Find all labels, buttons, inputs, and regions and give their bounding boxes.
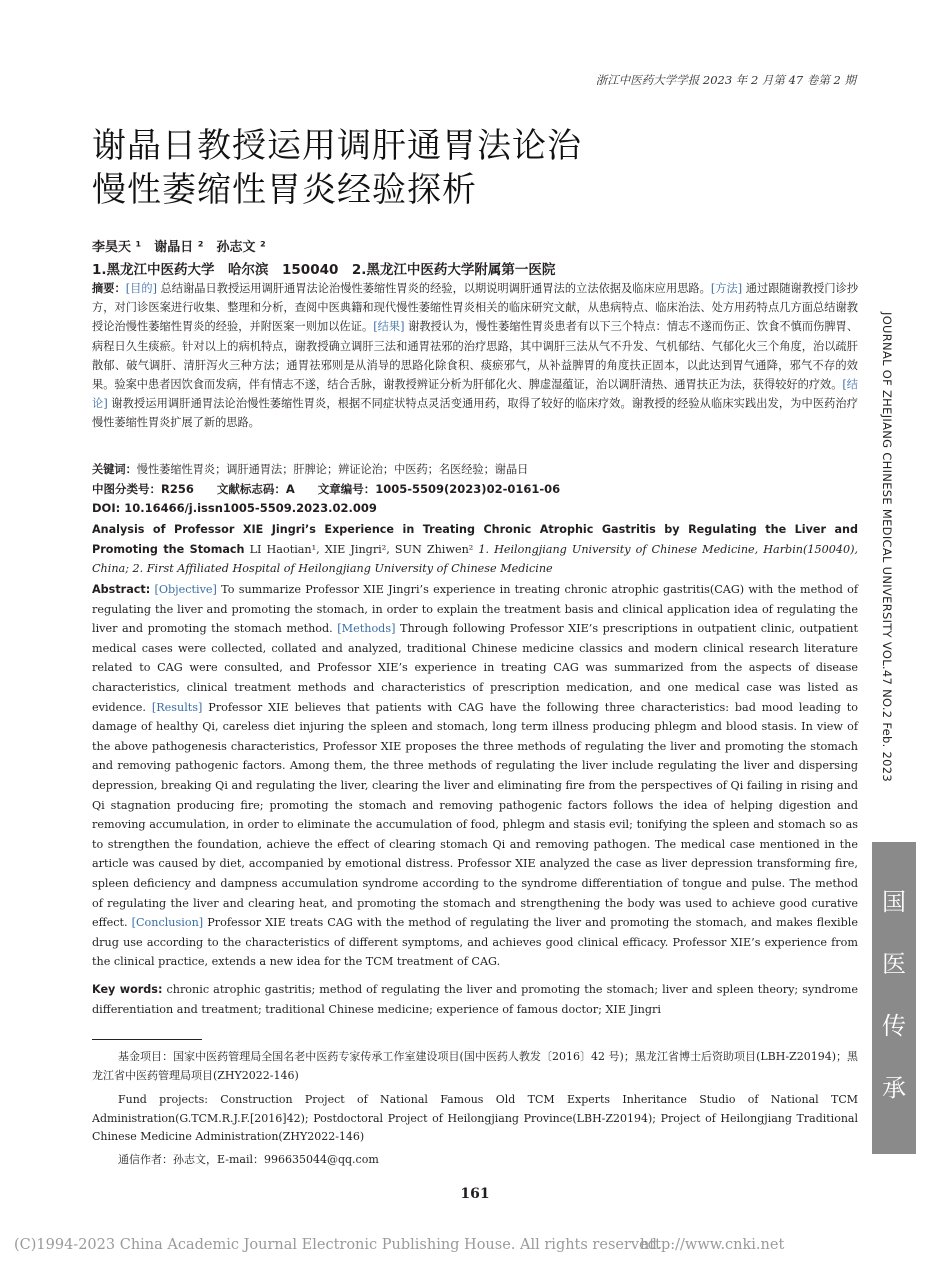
classification: 中图分类号：R256 文献标志码：A 文章编号：1005-5509(2023)02-0161-06 [92, 482, 561, 496]
methods-tag-cn: [方法] [710, 282, 743, 295]
keywords-cn-label: 关键词： [92, 463, 137, 476]
article-title [92, 124, 692, 212]
copyright-notice: (C)1994-2023 China Academic Journal Electronic Publishing House. All rights reserved. [14, 1237, 662, 1253]
side-journal-text: JOURNAL OF ZHEJIANG CHINESE MEDICAL UNIVERSITY VOL.47 NO.2 Feb. 2023 [880, 312, 894, 783]
keywords-en-text: chronic atrophic gastritis; method of regulating the liver and promoting the stomach; liver and spleen theory; syndrome differentiation and treatment; traditional Chinese medicine; experience of famous doctor; XIE Jingri [92, 983, 858, 1016]
abstract-en [92, 580, 858, 972]
journal-header: 浙江中医药大学学报 2023 年 2 月第 47 卷第 2 期 [595, 73, 856, 87]
abstract-cn-label: 摘要： [92, 282, 126, 295]
side-char-2: 医 [882, 950, 906, 978]
affiliation: 1.黑龙江中医药大学 哈尔滨 150040 2.黑龙江中医药大学附属第一医院 [92, 262, 556, 278]
results-cn: 谢教授认为，慢性萎缩性胃炎患者有以下三个特点：情志不遂而伤正、饮食不慎而伤脾胃、病程日久生痰瘀。针对以上的病机特点，谢教授确立调肝三法和通胃祛邪的治疗思路，其中调肝三法从气不升发、气机郁结、气郁化火三个角度，治以疏肝散郁、破气调肝、清肝泻火三种方法；通胃祛邪则是从消导的思路化除食积、痰瘀邪气，从补益脾胃的角度扶正固本，以此达到胃气通降，邪气不存的效果。验案中患者因饮食而发病，伴有情志不遂，结合舌脉，谢教授辨证分析为肝郁化火、脾虚湿蕴证，治以调肝清热、通胃扶正为法，获得较好的疗效。 [92, 320, 859, 392]
side-char-1: 国 [882, 888, 906, 916]
correspondence: 通信作者：孙志文，E-mail：996635044@qq.com [118, 1153, 379, 1166]
fund-en: Fund projects: Construction Project of National Famous Old TCM Experts Inheritance Studio of National TCM Administration(G.TCM.R.J.F.[2016]42); Postdoctoral Project of Heilongjiang Province(LBH-Z20194); Project of Heilongjiang Traditional Chinese Medicine Administration(ZHY2022-146) [92, 1093, 858, 1143]
keywords-cn [92, 460, 858, 479]
footnote-rule [92, 1039, 202, 1040]
keywords-en-label: Key words: [92, 983, 163, 996]
title-line-1: 谢晶日教授运用调肝通胃法论治 [92, 126, 582, 166]
fund-cn: 基金项目：国家中医药管理局全国名老中医药专家传承工作室建设项目(国中医药人教发〔2016〕42 号)；黑龙江省博士后资助项目(LBH-Z20194)；黑龙江省中医药管理局项目(ZHY2022-146) [92, 1050, 858, 1082]
english-affiliation: 1. Heilongjiang University of Chinese Medicine, Harbin(150040), China; 2. First Affiliated Hospital of Heilongjiang University of Chinese Medicine [92, 542, 858, 576]
results-en: Professor XIE believes that patients with CAG have the following three characteristics: bad mood leading to damage of healthy Qi, careless diet injuring the spleen and stomach, long term illness producing phlegm and blood stasis. In view of the above pathogenesis characteristics, Professor XIE proposes the three methods of regulating the liver and promoting the stomach and removing pathogenic factors. Among them, the three methods of regulating the liver include regulating the liver and dispersing depression, breaking Qi and regulating the liver, clearing the liver and eliminating fire from the perspectives of Qi failing in rising and Qi stagnation producing fire; promoting the stomach and removing pathogenic factors follows the idea of helping digestion and removing accumulation, in order to eliminate the accumulation of food, phlegm and stasis evil; tonifying the spleen and stomach so as to strengthen the foundation, achieve the effect of clearing stomach Qi and removing pathogen. The medical case mentioned in the article was caused by diet, accompanied by emotional distress. Professor XIE analyzed the case as liver depression transforming fire, spleen deficiency and dampness accumulation syndrome according to the syndrome differentiation of tongue and pulse. The method of regulating the liver and clearing heat, and promoting the stomach and strengthening the body was used to achieve good curative effect. [92, 700, 859, 930]
objective-en: To summarize Professor XIE Jingri’s experience in treating chronic atrophic gastritis(CAG) with the method of regulating the liver and promoting the stomach, in order to explain the treatment basis and clinical application idea of regulating the liver and promoting the stomach method. [92, 583, 858, 636]
english-title: Analysis of Professor XIE Jingri’s Experience in Treating Chronic Atrophic Gastritis by Regulating the Liver and Promoting the Stomach [92, 523, 858, 556]
objective-tag-cn: [目的] [125, 282, 157, 295]
results-tag-cn: [结果] [373, 320, 405, 334]
side-banner [872, 842, 916, 1154]
conclusion-cn: 谢教授运用调肝通胃法论治慢性萎缩性胃炎，根据不同症状特点灵活变通用药，取得了较好的临床疗效。谢教授的经验从临床实践出发，为中医药治疗慢性萎缩性胃炎扩展了新的思路。 [92, 397, 858, 430]
keywords-cn-text: 慢性萎缩性胃炎；调肝通胃法；肝脾论；辨证论治；中医药；名医经验；谢晶日 [136, 463, 529, 476]
doi: DOI: 10.16466/j.issn1005-5509.2023.02.009 [92, 501, 377, 515]
methods-cn: 通过跟随谢教授门诊抄方，对门诊医案进行收集、整理和分析，查阅中医典籍和现代慢性萎缩性胃炎相关的临床研究文献，从患病特点、临床治法、处方用药特点几方面总结谢教授论治慢性萎缩性胃炎的经验，并附医案一则加以佐证。 [92, 282, 859, 334]
authors: 李昊天 ¹ 谢晶日 ² 孙志文 ² [92, 240, 266, 255]
title-line-2: 慢性萎缩性胃炎经验探析 [92, 170, 477, 210]
website-link[interactable]: http://www.cnki.net [640, 1237, 785, 1253]
abstract-en-label: Abstract: [92, 583, 151, 596]
objective-tag-en: [Objective] [154, 583, 217, 596]
methods-tag-en: [Methods] [337, 622, 396, 636]
results-tag-en: [Results] [151, 700, 203, 714]
keywords-en [92, 980, 858, 1019]
english-authors: LI Haotian¹, XIE Jingri², SUN Zhiwen² [244, 542, 479, 556]
conclusion-tag-cn: [结论] [92, 378, 858, 411]
methods-en: Through following Professor XIE’s prescriptions in outpatient clinic, outpatient medical cases were collected, collated and analyzed, traditional Chinese medicine classics and modern clinical research literature related to CAG were consulted, and Professor XIE’s experience in treating CAG was summarized from the aspects of disease characteristics, clinical treatment methods and characteristics of prescription medication, and one medical case was listed as evidence. [92, 622, 858, 714]
side-journal-name [876, 312, 900, 832]
side-char-4: 承 [882, 1074, 906, 1102]
side-char-3: 传 [882, 1012, 906, 1040]
abstract-cn [92, 279, 858, 433]
english-title-block [92, 520, 858, 579]
objective-cn: 总结谢晶日教授运用调肝通胃法论治慢性萎缩性胃炎的经验，以期说明调肝通胃法的立法依据及临床应用思路。 [156, 282, 711, 295]
conclusion-tag-en: [Conclusion] [131, 916, 204, 930]
page-number: 161 [460, 1186, 490, 1202]
conclusion-en: Professor XIE treats CAG with the method of regulating the liver and promoting the stomach, and makes flexible drug use according to the characteristics of different symptoms, and achieves good clinical efficacy. Professor XIE’s experience from the clinical practice, extends a new idea for the TCM treatment of CAG. [92, 916, 858, 969]
